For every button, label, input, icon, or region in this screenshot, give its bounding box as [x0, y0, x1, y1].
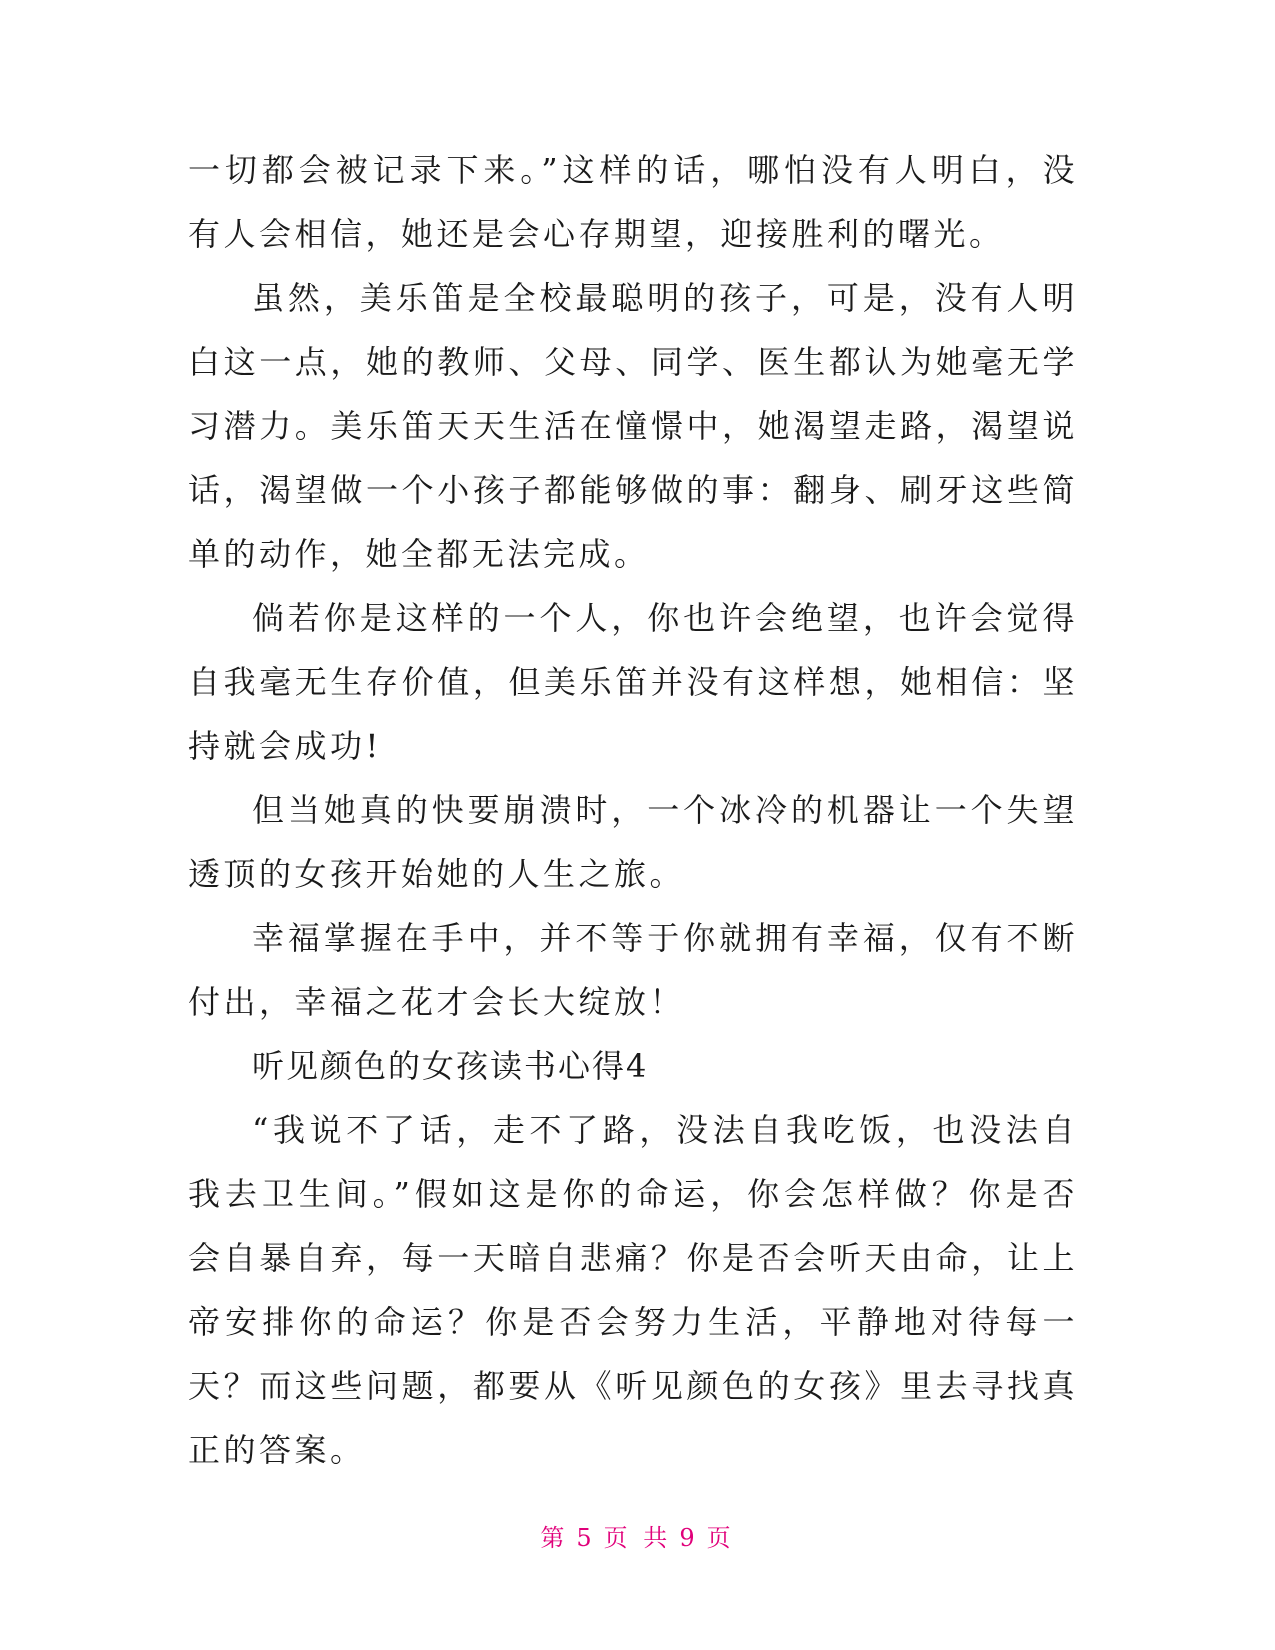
- footer-middle: 页 共: [603, 1524, 672, 1552]
- document-body: [188, 138, 1078, 1482]
- page-number-footer: [0, 1518, 1275, 1553]
- paragraph: 但当她真的快要崩溃时，一个冰冷的机器让一个失望透顶的女孩开始她的人生之旅。: [188, 791, 1078, 893]
- footer-total-pages: 9: [679, 1524, 699, 1552]
- footer-current-page: 5: [576, 1524, 596, 1552]
- section-heading: 听见颜色的女孩读书心得4: [252, 1047, 649, 1085]
- footer-prefix: 第: [540, 1524, 569, 1552]
- paragraph: “我说不了话，走不了路，没法自我吃饭，也没法自我去卫生间。”假如这是你的命运，你会怎样做？你是否会自暴自弃，每一天暗自悲痛？你是否会听天由命，让上帝安排你的命运？你是否会努力生活，平静地对待每一天？而这些问题，都要从《听见颜色的女孩》里去寻找真正的答案。: [188, 1111, 1078, 1469]
- paragraph: 幸福掌握在手中，并不等于你就拥有幸福，仅有不断付出，幸福之花才会长大绽放！: [188, 919, 1078, 1021]
- paragraph: 虽然，美乐笛是全校最聪明的孩子，可是，没有人明白这一点，她的教师、父母、同学、医生都认为她毫无学习潜力。美乐笛天天生活在憧憬中，她渴望走路，渴望说话，渴望做一个小孩子都能够做的事：翻身、刷牙这些简单的动作，她全都无法完成。: [188, 279, 1078, 573]
- footer-suffix: 页: [706, 1524, 735, 1552]
- paragraph: 一切都会被记录下来。”这样的话，哪怕没有人明白，没有人会相信，她还是会心存期望，迎接胜利的曙光。: [188, 151, 1078, 253]
- paragraph: 倘若你是这样的一个人，你也许会绝望，也许会觉得自我毫无生存价值，但美乐笛并没有这样想，她相信：坚持就会成功!: [188, 599, 1078, 765]
